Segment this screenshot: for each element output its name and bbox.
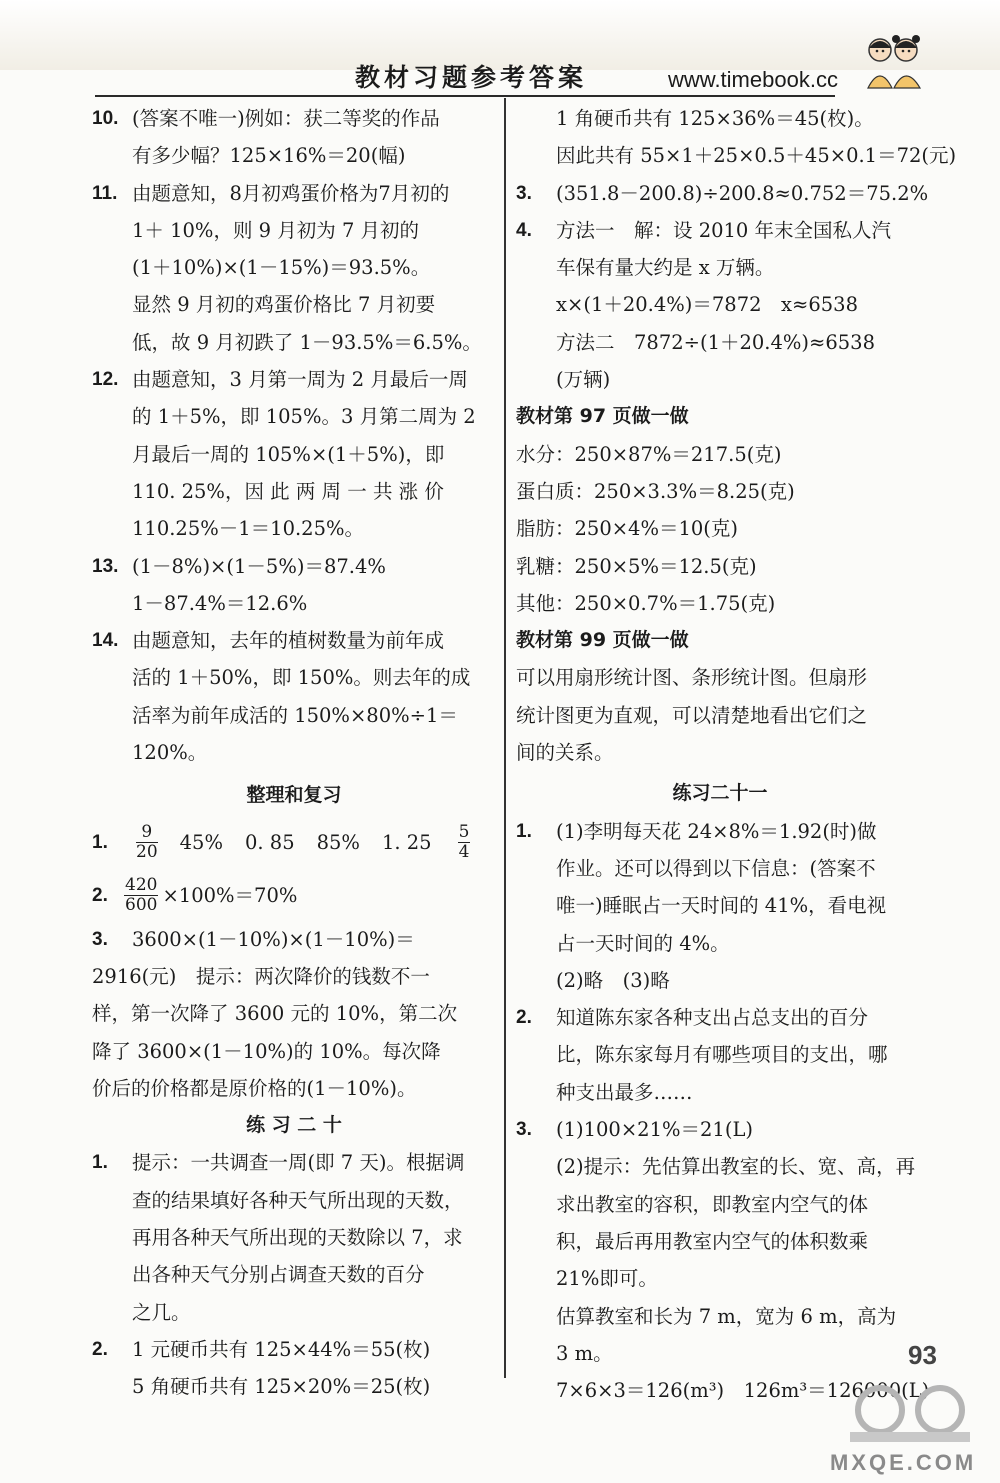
text-line: 110.25%－1＝10.25%。 [132, 517, 365, 541]
value: 0. 85 [244, 830, 295, 854]
text-line: 方法二 7872÷(1＋20.4%)≈6538 [556, 330, 875, 354]
text-line: 月最后一周的 105%×(1＋5%)，即 [132, 442, 445, 466]
children-mascot-icon [860, 28, 930, 98]
value: 45% [179, 830, 223, 854]
text-line: 活率为前年成活的 150%×80%÷1＝ [132, 703, 458, 727]
text-line: (351.8－200.8)÷200.8≈0.752＝75.2% [556, 181, 929, 205]
item-number: 2. [92, 884, 108, 906]
text-line: 再用各种天气所出现的天数除以 7，求 [132, 1226, 463, 1250]
header-rule [95, 95, 835, 97]
right-column [516, 100, 957, 1409]
text-line: 查的结果填好各种天气所出现的天数， [132, 1188, 464, 1212]
text-line: 2916(元) 提示：两次降价的钱数不一 [92, 964, 430, 988]
column-divider [504, 98, 506, 1378]
text-line: 1－87.4%＝12.6% [132, 591, 308, 615]
text-line: 样，第一次降了 3600 元的 10%，第二次 [92, 1002, 458, 1026]
text-line: 知道陈东家各种支出占总支出的百分 [556, 1006, 869, 1030]
review-item-1 [92, 815, 496, 871]
exercise-20-item-4 [516, 212, 924, 398]
text-line: (答案不唯一)例如：获二等奖的作品 [132, 107, 440, 130]
item-number: 2. [92, 1338, 108, 1360]
subheading-page-97: 教材第 97 页做一做 [516, 405, 689, 428]
exercise-20-item-2 [92, 1331, 496, 1406]
text-line: (2)提示：先估算出教室的长、宽、高，再 [556, 1155, 916, 1179]
item-number: 1. [516, 820, 532, 842]
item-number: 14. [92, 630, 119, 652]
exercise-21-item-2 [516, 999, 924, 1111]
fraction-numerator: 420 [125, 875, 158, 896]
answer-item-12 [92, 361, 496, 547]
text-line: (1－8%)×(1－5%)＝87.4% [132, 554, 386, 578]
text-line: 降了 3600×(1－10%)的 10%。每次降 [92, 1039, 441, 1063]
watermark-text: MXQE.COM [830, 1450, 977, 1475]
text-line: 提示：一共调查一周(即 7 天)。根据调 [132, 1151, 465, 1175]
text-line: 由题意知，3 月第一周为 2 月最后一周 [132, 368, 468, 392]
text-line: (1)李明每天花 24×8%＝1.92(时)做 [556, 819, 877, 843]
text-line: 的 1＋5%，即 105%。3 月第二周为 2 [132, 405, 476, 429]
text-line: 唯一)睡眠占一天时间的 41%，看电视 [556, 894, 887, 918]
text-line: 3 m。 [556, 1341, 613, 1365]
text-line: 有多少幅？125×16%＝20(幅) [132, 144, 406, 168]
review-item-2 [92, 871, 496, 921]
text-line: 7×6×3＝126(m³) 126m³＝126000(L) [556, 1379, 930, 1403]
text-line: 水分：250×87%＝217.5(克) [516, 442, 782, 466]
fraction [458, 823, 471, 862]
text-line: 价后的价格都是原价格的(1－10%)。 [92, 1076, 417, 1100]
review-item-3 [92, 921, 496, 1107]
text-line: (万辆) [556, 368, 611, 392]
text-line: 车保有量大约是 x 万辆。 [556, 256, 775, 280]
answer-item-14 [92, 622, 496, 771]
item-number: 3. [92, 928, 108, 950]
answer-item-13 [92, 548, 496, 623]
header-url: www.timebook.cc [668, 67, 838, 92]
fraction [124, 876, 158, 915]
text-line: 可以用扇形统计图、条形统计图。但扇形 [516, 666, 868, 690]
text-line: 21%即可。 [556, 1267, 658, 1291]
text-line: 方法一 解：设 2010 年末全国私人汽 [556, 218, 892, 242]
text-line: 蛋白质：250×3.3%＝8.25(克) [516, 479, 795, 503]
text-line: (1＋10%)×(1－15%)＝93.5%。 [132, 256, 431, 280]
text-line: 其他：250×0.7%＝1.75(克) [516, 591, 776, 615]
fraction [136, 823, 158, 862]
item-number: 13. [92, 555, 119, 577]
text-line: 由题意知，去年的植树数量为前年成 [132, 629, 445, 653]
item-number: 1. [92, 831, 108, 853]
fraction-numerator: 9 [136, 823, 158, 843]
exercise-20-item-1 [92, 1144, 496, 1330]
item-number: 1. [92, 1152, 108, 1174]
text-line: 之几。 [132, 1300, 191, 1324]
text-line: 5 角硬币共有 125×20%＝25(枚) [132, 1375, 431, 1399]
item-number: 3. [516, 1119, 532, 1141]
text-line: 出各种天气分别占调查天数的百分 [132, 1263, 425, 1287]
text-line: 低，故 9 月初跌了 1－93.5%＝6.5%。 [132, 330, 482, 354]
text-line: 间的关系。 [516, 741, 614, 765]
exercise-21-item-1 [516, 813, 924, 999]
text-line: 求出教室的容积，即教室内空气的体 [556, 1192, 869, 1216]
fraction-denominator: 600 [125, 895, 158, 916]
text-line: 积，最后再用教室内空气的体积数乘 [556, 1229, 869, 1253]
text-line: x×(1＋20.4%)＝7872 x≈6538 [556, 293, 858, 317]
left-column [92, 100, 496, 1406]
subheading-page-99: 教材第 99 页做一做 [516, 629, 689, 652]
text-line: 1＋ 10%，则 9 月初为 7 月初的 [132, 218, 420, 242]
section-heading-review: 整理和复习 [246, 784, 342, 807]
item-number: 4. [516, 219, 532, 241]
text-line: 脂肪：250×4%＝10(克) [516, 517, 739, 541]
text-line: 作业。还可以得到以下信息：(答案不 [556, 856, 876, 880]
text-line: 显然 9 月初的鸡蛋价格比 7 月初要 [132, 293, 436, 317]
text-line: 1 元硬币共有 125×44%＝55(枚) [132, 1337, 431, 1361]
item-number: 11. [92, 182, 118, 204]
text-line: 120%。 [132, 741, 208, 765]
item-number: 2. [516, 1007, 532, 1029]
text-line: 因此共有 55×1＋25×0.5＋45×0.1＝72(元) [556, 144, 957, 168]
text-line: 由题意知，8月初鸡蛋价格为7月初的 [132, 181, 450, 205]
header-title: 教材习题参考答案 [355, 63, 588, 92]
text-line: 乳糖：250×5%＝12.5(克) [516, 554, 757, 578]
item-number: 3. [516, 182, 532, 204]
section-heading-exercise-21: 练习二十一 [672, 782, 768, 805]
text-line: 估算教室和长为 7 m，宽为 6 m，高为 [556, 1304, 897, 1328]
value: 1. 25 [381, 830, 432, 854]
page-header [0, 0, 1000, 100]
section-heading-exercise-20: 练 习 二 十 [246, 1114, 342, 1137]
text-line: 活的 1＋50%，即 150%。则去年的成 [132, 666, 471, 690]
text-line: 种支出最多…… [556, 1080, 693, 1104]
fraction-numerator: 5 [458, 822, 470, 843]
expression: ×100%＝70% [162, 883, 298, 907]
exercise-20-item-3 [516, 175, 929, 212]
text-line: 比，陈东家每月有哪些项目的支出，哪 [556, 1043, 888, 1067]
answer-item-10 [92, 100, 496, 175]
answer-item-11 [92, 175, 496, 361]
page-number: 93 [908, 1340, 937, 1370]
text-line: (2)略 (3)略 [556, 968, 670, 992]
text-line: 3600×(1－10%)×(1－10%)＝ [132, 927, 415, 951]
fraction-denominator: 4 [458, 842, 470, 863]
text-line: 1 角硬币共有 125×36%＝45(枚)。 [556, 107, 874, 130]
fraction-denominator: 20 [136, 842, 158, 863]
text-line: 占一天时间的 4%。 [556, 931, 730, 955]
text-line: (1)100×21%＝21(L) [556, 1118, 753, 1142]
item-number: 10. [92, 108, 119, 129]
exercise-21-item-3 [516, 1111, 930, 1409]
item-number: 12. [92, 369, 119, 391]
value: 85% [316, 830, 360, 854]
text-line: 统计图更为直观，可以清楚地看出它们之 [516, 703, 868, 727]
text-line: 110. 25%，因 此 两 周 一 共 涨 价 [132, 479, 444, 503]
